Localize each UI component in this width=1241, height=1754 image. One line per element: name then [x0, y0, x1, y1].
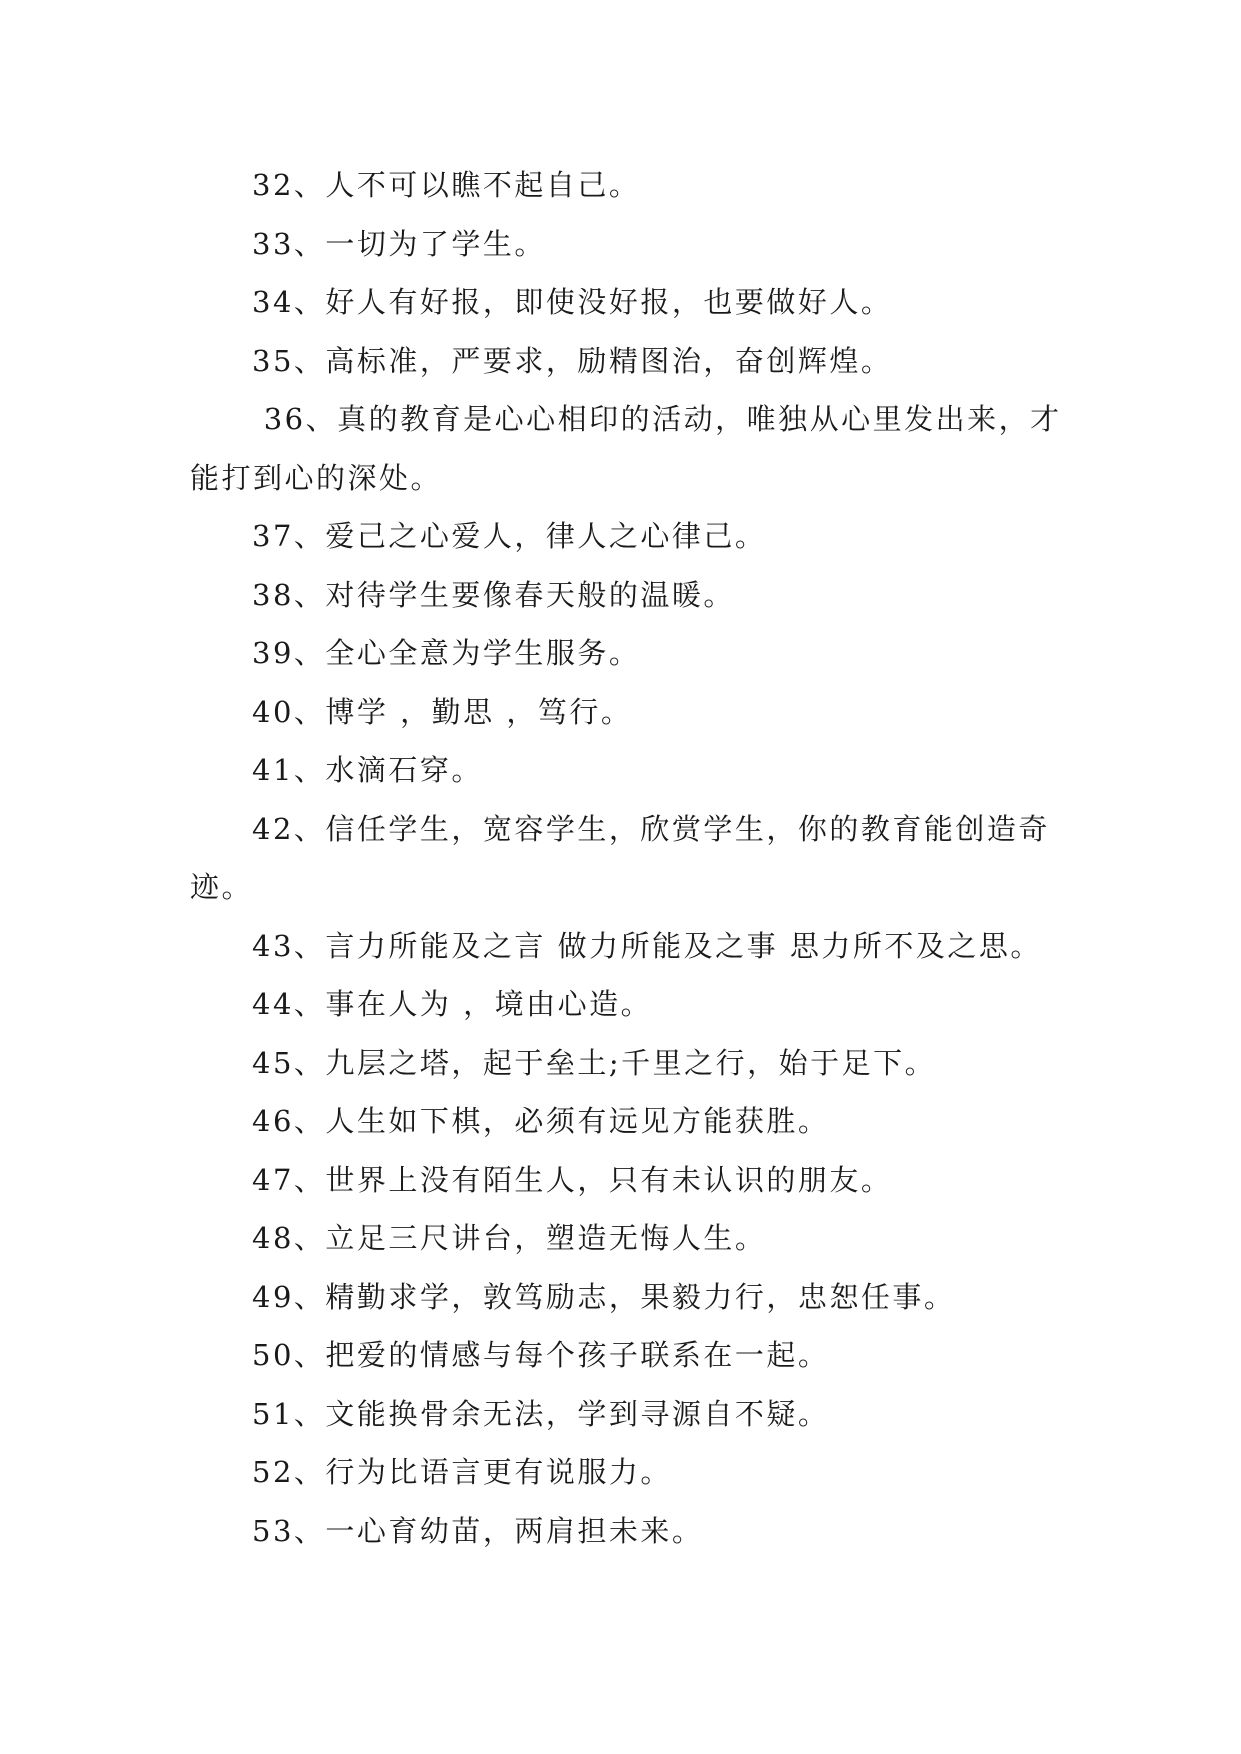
quote-list: [190, 156, 1070, 1560]
list-item: 34、好人有好报，即使没好报，也要做好人。: [252, 285, 893, 319]
list-item: 47、世界上没有陌生人，只有未认识的朋友。: [252, 1162, 893, 1197]
list-item: 37、爱己之心爱人，律人之心律己。: [252, 519, 767, 553]
list-item: 32、人不可以瞧不起自己。: [252, 168, 641, 202]
list-item: 51、文能换骨余无法，学到寻源自不疑。: [252, 1396, 830, 1431]
list-item: 50、把爱的情感与每个孩子联系在一起。: [252, 1338, 830, 1372]
list-item: 46、人生如下棋，必须有远见方能获胜。: [252, 1104, 830, 1138]
list-item: 45、九层之塔，起于垒土;千里之行，始于足下。: [252, 1045, 937, 1080]
list-item: 52、行为比语言更有说服力。: [252, 1455, 672, 1489]
list-item: 39、全心全意为学生服务。: [252, 636, 641, 670]
list-item: 33、一切为了学生。: [252, 226, 546, 261]
list-item: 43、言力所能及之言 做力所能及之事 思力所不及之思。: [252, 928, 1042, 963]
list-item: 41、水滴石穿。: [252, 753, 483, 787]
list-item: 49、精勤求学，敦笃励志，果毅力行，忠恕任事。: [252, 1279, 956, 1314]
list-item: 38、对待学生要像春天般的温暖。: [252, 577, 735, 612]
list-item: 40、博学 ，勤思 ，笃行。: [252, 694, 633, 729]
list-item: 35、高标准，严要求，励精图治，奋创辉煌。: [252, 343, 893, 378]
list-item: 42、信任学生，宽容学生，欣赏学生，你的教育能创造奇迹。: [190, 811, 1050, 904]
list-item: 36、真的教育是心心相印的活动，唯独从心里发出来，才能打到心的深处。: [190, 402, 1062, 495]
list-item: 53、一心育幼苗，两肩担未来。: [252, 1513, 704, 1548]
list-item: 44、事在人为 ，境由心造。: [252, 987, 653, 1021]
list-item: 48、立足三尺讲台，塑造无悔人生。: [252, 1221, 767, 1255]
